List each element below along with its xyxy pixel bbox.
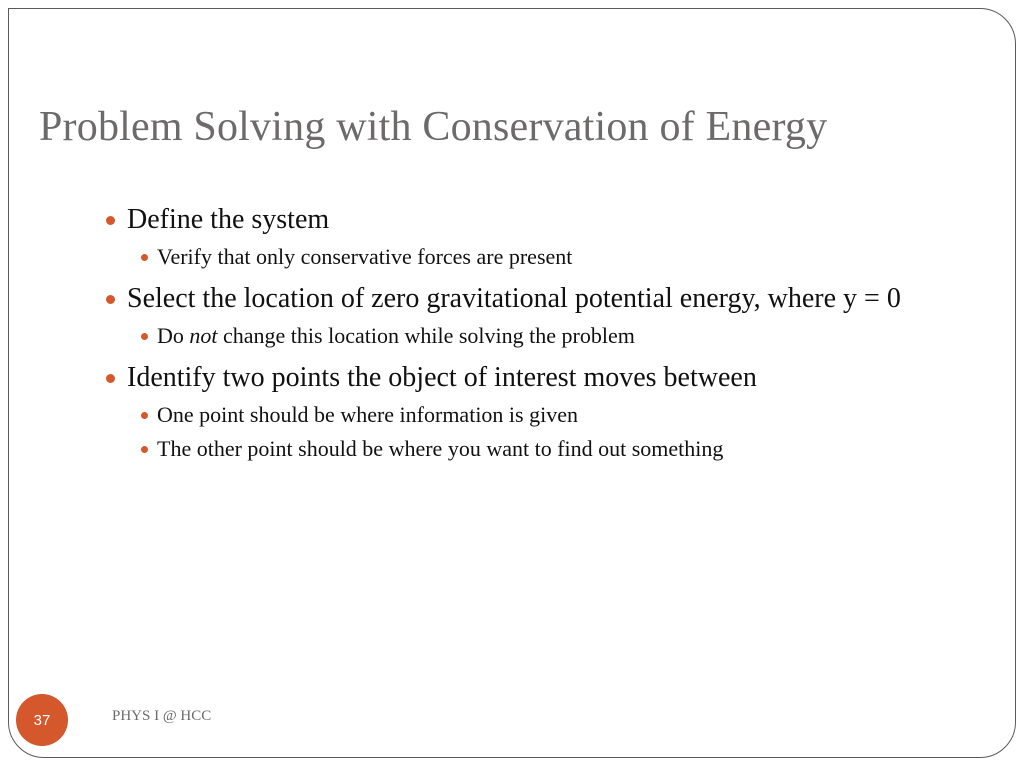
sub-bullet-item bbox=[99, 243, 979, 271]
bullet-item bbox=[99, 281, 979, 316]
page-number-badge bbox=[16, 694, 68, 746]
bullet-dot-icon bbox=[106, 216, 115, 225]
bullet-dot-icon bbox=[141, 412, 148, 419]
bullet-dot-icon bbox=[106, 374, 115, 383]
bullet-text: Define the system bbox=[127, 204, 330, 235]
sub-bullet-text-pre: Do bbox=[157, 323, 190, 348]
bullet-text: Identify two points the object of interest moves between bbox=[127, 362, 757, 393]
slide-frame bbox=[8, 8, 1016, 758]
sub-bullet-emphasis: not bbox=[189, 323, 218, 348]
bullet-list bbox=[99, 202, 979, 463]
footer-text: PHYS I @ HCC bbox=[112, 708, 212, 724]
page-number: 37 bbox=[33, 711, 51, 729]
bullet-dot-icon bbox=[141, 446, 148, 453]
sub-bullet-item bbox=[99, 435, 979, 463]
sub-bullet-text: Verify that only conservative forces are present bbox=[157, 244, 573, 269]
bullet-item bbox=[99, 360, 979, 395]
sub-bullet-text: The other point should be where you want to find out something bbox=[157, 436, 724, 461]
bullet-text: Select the location of zero gravitational potential energy, where y = 0 bbox=[127, 283, 901, 314]
sub-bullet-item bbox=[99, 322, 979, 350]
sub-bullet-text-post: change this location while solving the problem bbox=[217, 323, 635, 348]
slide-title: Problem Solving with Conservation of Energy bbox=[39, 104, 828, 150]
bullet-item bbox=[99, 202, 979, 237]
sub-bullet-text: One point should be where information is given bbox=[157, 402, 578, 427]
sub-bullet-item bbox=[99, 401, 979, 429]
bullet-dot-icon bbox=[106, 295, 115, 304]
bullet-dot-icon bbox=[141, 333, 148, 340]
bullet-dot-icon bbox=[141, 254, 148, 261]
